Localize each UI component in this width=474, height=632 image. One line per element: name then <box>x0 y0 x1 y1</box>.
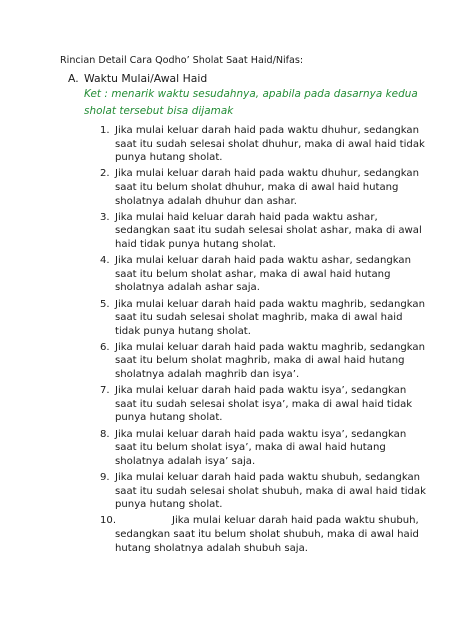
list-item-text: Jika mulai keluar darah haid pada waktu isya’, sedangkan saat itu belum sholat isya’, maka di awal haid hutang sholatnya adalah isya’ saja. <box>115 428 407 467</box>
list-item-text: Jika mulai keluar darah haid pada waktu ashar, sedangkan saat itu belum sholat ashar, maka di awal haid hutang sholatnya adalah ashar saja. <box>115 255 412 294</box>
list-item-text: Jika mulai keluar darah haid pada waktu dhuhur, sedangkan saat itu sudah selesai sholat dhuhur, maka di awal haid tidak punya hutang sholat. <box>115 125 425 164</box>
list-item-number: 1. <box>100 125 110 136</box>
list-item-text: Jika mulai keluar darah haid pada waktu maghrib, sedangkan saat itu sudah selesai sholat maghrib, maka di awal haid tidak punya hutang sholat. <box>115 298 426 337</box>
section-letter: A. <box>68 72 79 85</box>
list-item-continuation: sedangkan saat itu belum sholat shubuh, maka di awal haid hutang sholatnya adalah shubuh saja. <box>115 528 419 554</box>
list-item-number: 9. <box>100 472 110 483</box>
list-item-text: Jika mulai keluar darah haid pada waktu maghrib, sedangkan saat itu belum sholat maghrib, maka di awal haid hutang sholatnya adalah maghrib dan isya’. <box>115 341 426 381</box>
numbered-list <box>100 124 430 558</box>
list-item-number: 2. <box>100 168 110 180</box>
list-item-text: Jika mulai haid keluar darah haid pada waktu ashar, sedangkan saat itu sudah selesai sholat ashar, maka di awal haid tidak punya hutang sholat. <box>115 211 422 250</box>
list-item <box>100 428 430 469</box>
list-item <box>100 384 430 425</box>
list-item-number: 10. <box>100 515 117 527</box>
list-item-number: 8. <box>100 428 110 440</box>
section-note: Ket : menarik waktu sesudahnya, apabila pada dasarnya kedua sholat tersebut bisa dijamak <box>84 88 418 117</box>
list-item-number: 4. <box>100 255 110 267</box>
list-item-text: Jika mulai keluar darah haid pada waktu isya’, sedangkan saat itu sudah selesai sholat isya’, maka di awal haid tidak punya hutang sholat. <box>115 385 413 424</box>
list-item-number: 5. <box>100 298 110 310</box>
list-item <box>100 471 430 512</box>
list-item-text: Jika mulai keluar darah haid pada waktu shubuh, sedangkan saat itu sudah selesai sholat shubuh, maka di awal haid tidak punya hutang sholat. <box>115 472 426 511</box>
list-item <box>100 514 430 555</box>
list-item-number: 6. <box>100 341 110 353</box>
list-item <box>100 341 430 382</box>
list-item <box>100 298 430 339</box>
section-heading <box>68 72 207 86</box>
list-item <box>100 124 430 165</box>
list-item-text: Jika mulai keluar darah haid pada waktu dhuhur, sedangkan saat itu belum sholat dhuhur, maka di awal haid hutang sholatnya adalah dhuhur dan ashar. <box>115 168 419 207</box>
list-item-number: 7. <box>100 385 110 397</box>
section-heading-text: Waktu Mulai/Awal Haid <box>84 72 208 85</box>
list-item-text: Jika mulai keluar darah haid pada waktu shubuh, <box>172 515 419 527</box>
list-item <box>100 167 430 208</box>
list-item <box>100 211 430 252</box>
list-item-number: 3. <box>100 211 110 223</box>
list-item <box>100 254 430 295</box>
document-title: Rincian Detail Cara Qodho’ Sholat Saat Haid/Nifas: <box>60 55 304 66</box>
